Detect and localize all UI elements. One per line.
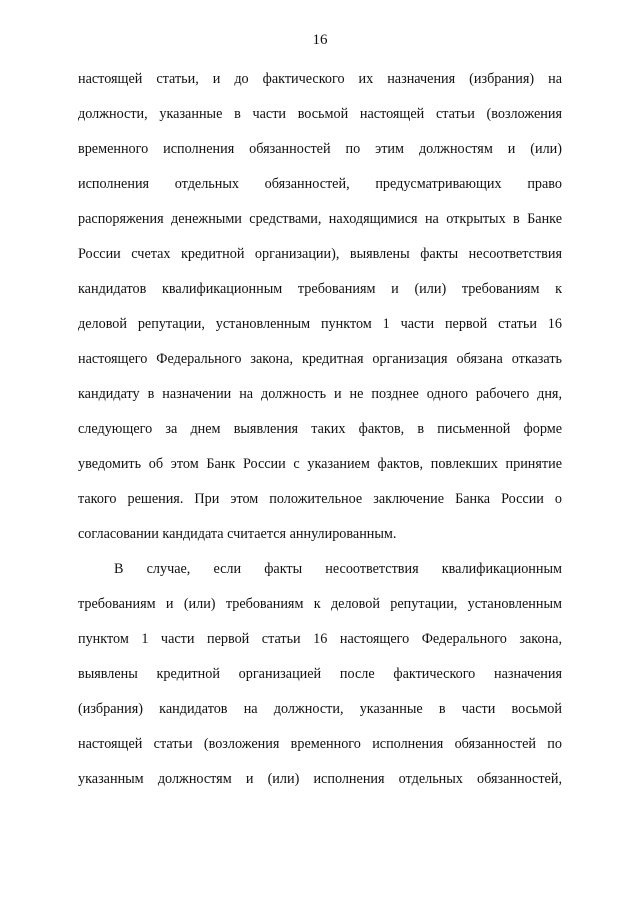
text-line: согласовании кандидата считается аннулированным. (78, 526, 397, 542)
text-line: настоящей статьи (возложения временного исполнения обязанностей по (78, 736, 562, 752)
text-line: уведомить об этом Банк России с указанием фактов, повлекших принятие (78, 456, 562, 472)
text-line: настоящего Федерального закона, кредитная организация обязана отказать (78, 351, 562, 367)
text-line: требованиям и (или) требованиям к деловой репутации, установленным (78, 596, 562, 612)
text-line: кандидатов квалификационным требованиям и (или) требованиям к (78, 281, 562, 297)
text-line: выявлены кредитной организацией после фактического назначения (78, 666, 562, 682)
text-line: распоряжения денежными средствами, находящимися на открытых в Банке (78, 211, 562, 227)
text-line: такого решения. При этом положительное заключение Банка России о (78, 491, 562, 507)
text-line: временного исполнения обязанностей по этим должностям и (или) (78, 141, 562, 157)
text-line: (избрания) кандидатов на должности, указанные в части восьмой (78, 701, 562, 717)
text-line: исполнения отдельных обязанностей, предусматривающих право (78, 176, 562, 192)
text-line: следующего за днем выявления таких фактов, в письменной форме (78, 421, 562, 437)
page-number: 16 (312, 32, 328, 48)
text-line: В случае, если факты несоответствия квалификационным (114, 561, 562, 577)
text-line: России счетах кредитной организации), выявлены факты несоответствия (78, 246, 562, 262)
text-line: деловой репутации, установленным пунктом 1 части первой статьи 16 (78, 316, 562, 332)
text-line: пунктом 1 части первой статьи 16 настоящего Федерального закона, (78, 631, 562, 647)
text-line: должности, указанные в части восьмой настоящей статьи (возложения (78, 106, 562, 122)
text-line: кандидату в назначении на должность и не позднее одного рабочего дня, (78, 386, 562, 402)
text-line: указанным должностям и (или) исполнения отдельных обязанностей, (78, 771, 562, 787)
text-line: настоящей статьи, и до фактического их назначения (избрания) на (78, 71, 562, 87)
